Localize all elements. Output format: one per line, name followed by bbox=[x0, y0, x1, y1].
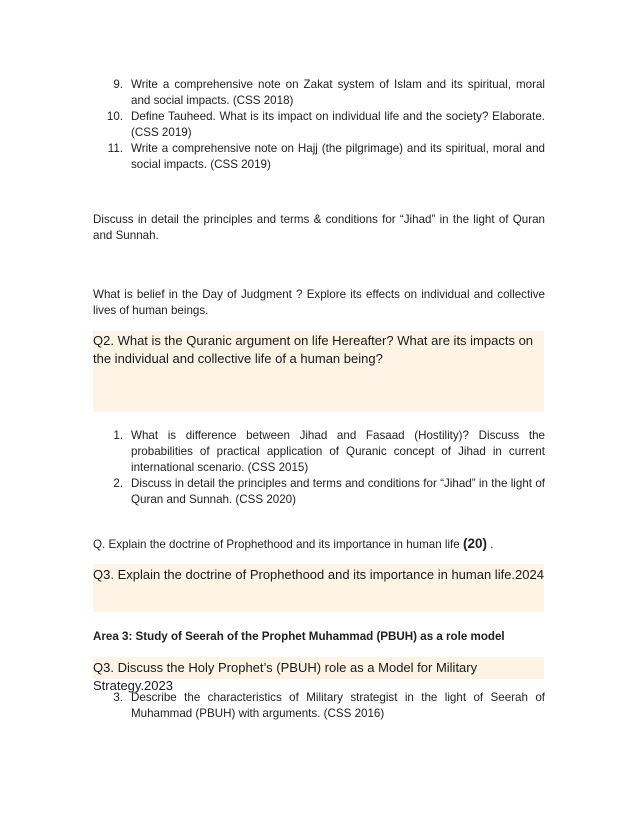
list-number: 2. bbox=[113, 477, 123, 490]
list-item-text: What is difference between Jihad and Fasaad (Hostility)? Discuss the probabilities of practical application of Quranic concept of Jihad in current international scenario. (CSS 2015) bbox=[131, 429, 545, 474]
highlight-box-q3-2024 bbox=[93, 564, 544, 612]
highlight-box-q2 bbox=[93, 331, 544, 412]
list-item-text: Discuss in detail the principles and terms and conditions for “Jihad” in the light of Quran and Sunnah. (CSS 2020) bbox=[131, 477, 545, 506]
highlight-question-q3-2024: Q3. Explain the doctrine of Prophethood and its importance in human life.2024 bbox=[93, 567, 544, 582]
marks-label: (20) bbox=[462, 536, 487, 551]
list-item-text: Write a comprehensive note on Zakat system of Islam and its spiritual, moral and social impacts. (CSS 2018) bbox=[131, 78, 545, 107]
list-item-text: Write a comprehensive note on Hajj (the pilgrimage) and its spiritual, moral and social impacts. (CSS 2019) bbox=[131, 142, 545, 171]
highlight-question-q2: Q2. What is the Quranic argument on life Hereafter? What are its impacts on the individual and collective life of a human being? bbox=[93, 333, 534, 366]
jihad-paragraph: Discuss in detail the principles and terms & conditions for “Jihad” in the light of Quran and Sunnah. bbox=[93, 213, 545, 242]
list-number: 1. bbox=[113, 429, 123, 442]
area3-heading: Area 3: Study of Seerah of the Prophet Muhammad (PBUH) as a role model bbox=[93, 630, 505, 643]
list-number: 11. bbox=[107, 142, 123, 155]
list-item-text: Define Tauheed. What is its impact on individual life and the society? Elaborate. (CSS 2019) bbox=[131, 110, 545, 139]
list-item bbox=[93, 476, 545, 508]
question-tail: . bbox=[490, 538, 494, 551]
list-item bbox=[93, 428, 545, 476]
highlight-question-q3-2023: Q3. Discuss the Holy Prophet’s (PBUH) role as a Model for Military Strategy.2023 bbox=[93, 660, 478, 693]
list-item bbox=[93, 690, 545, 722]
judgment-paragraph: What is belief in the Day of Judgment ? Explore its effects on individual and collective lives of human beings. bbox=[93, 288, 545, 317]
list-item bbox=[93, 141, 545, 173]
prophethood-question bbox=[93, 536, 545, 553]
list-number: 3. bbox=[113, 691, 123, 704]
list-number: 10. bbox=[106, 110, 123, 123]
prophethood-question-text: Q. Explain the doctrine of Prophethood and its importance in human life bbox=[93, 538, 460, 551]
list-item bbox=[93, 109, 545, 141]
question-list-a bbox=[93, 77, 545, 173]
list-item-text: Describe the characteristics of Military strategist in the light of Seerah of Muhammad (PBUH) with arguments. (CSS 2016) bbox=[131, 691, 545, 720]
highlight-box-q3-2023 bbox=[93, 657, 544, 693]
list-number: 9. bbox=[113, 78, 123, 91]
list-item bbox=[93, 77, 545, 109]
question-list-b bbox=[93, 428, 545, 508]
question-list-c bbox=[93, 690, 545, 722]
